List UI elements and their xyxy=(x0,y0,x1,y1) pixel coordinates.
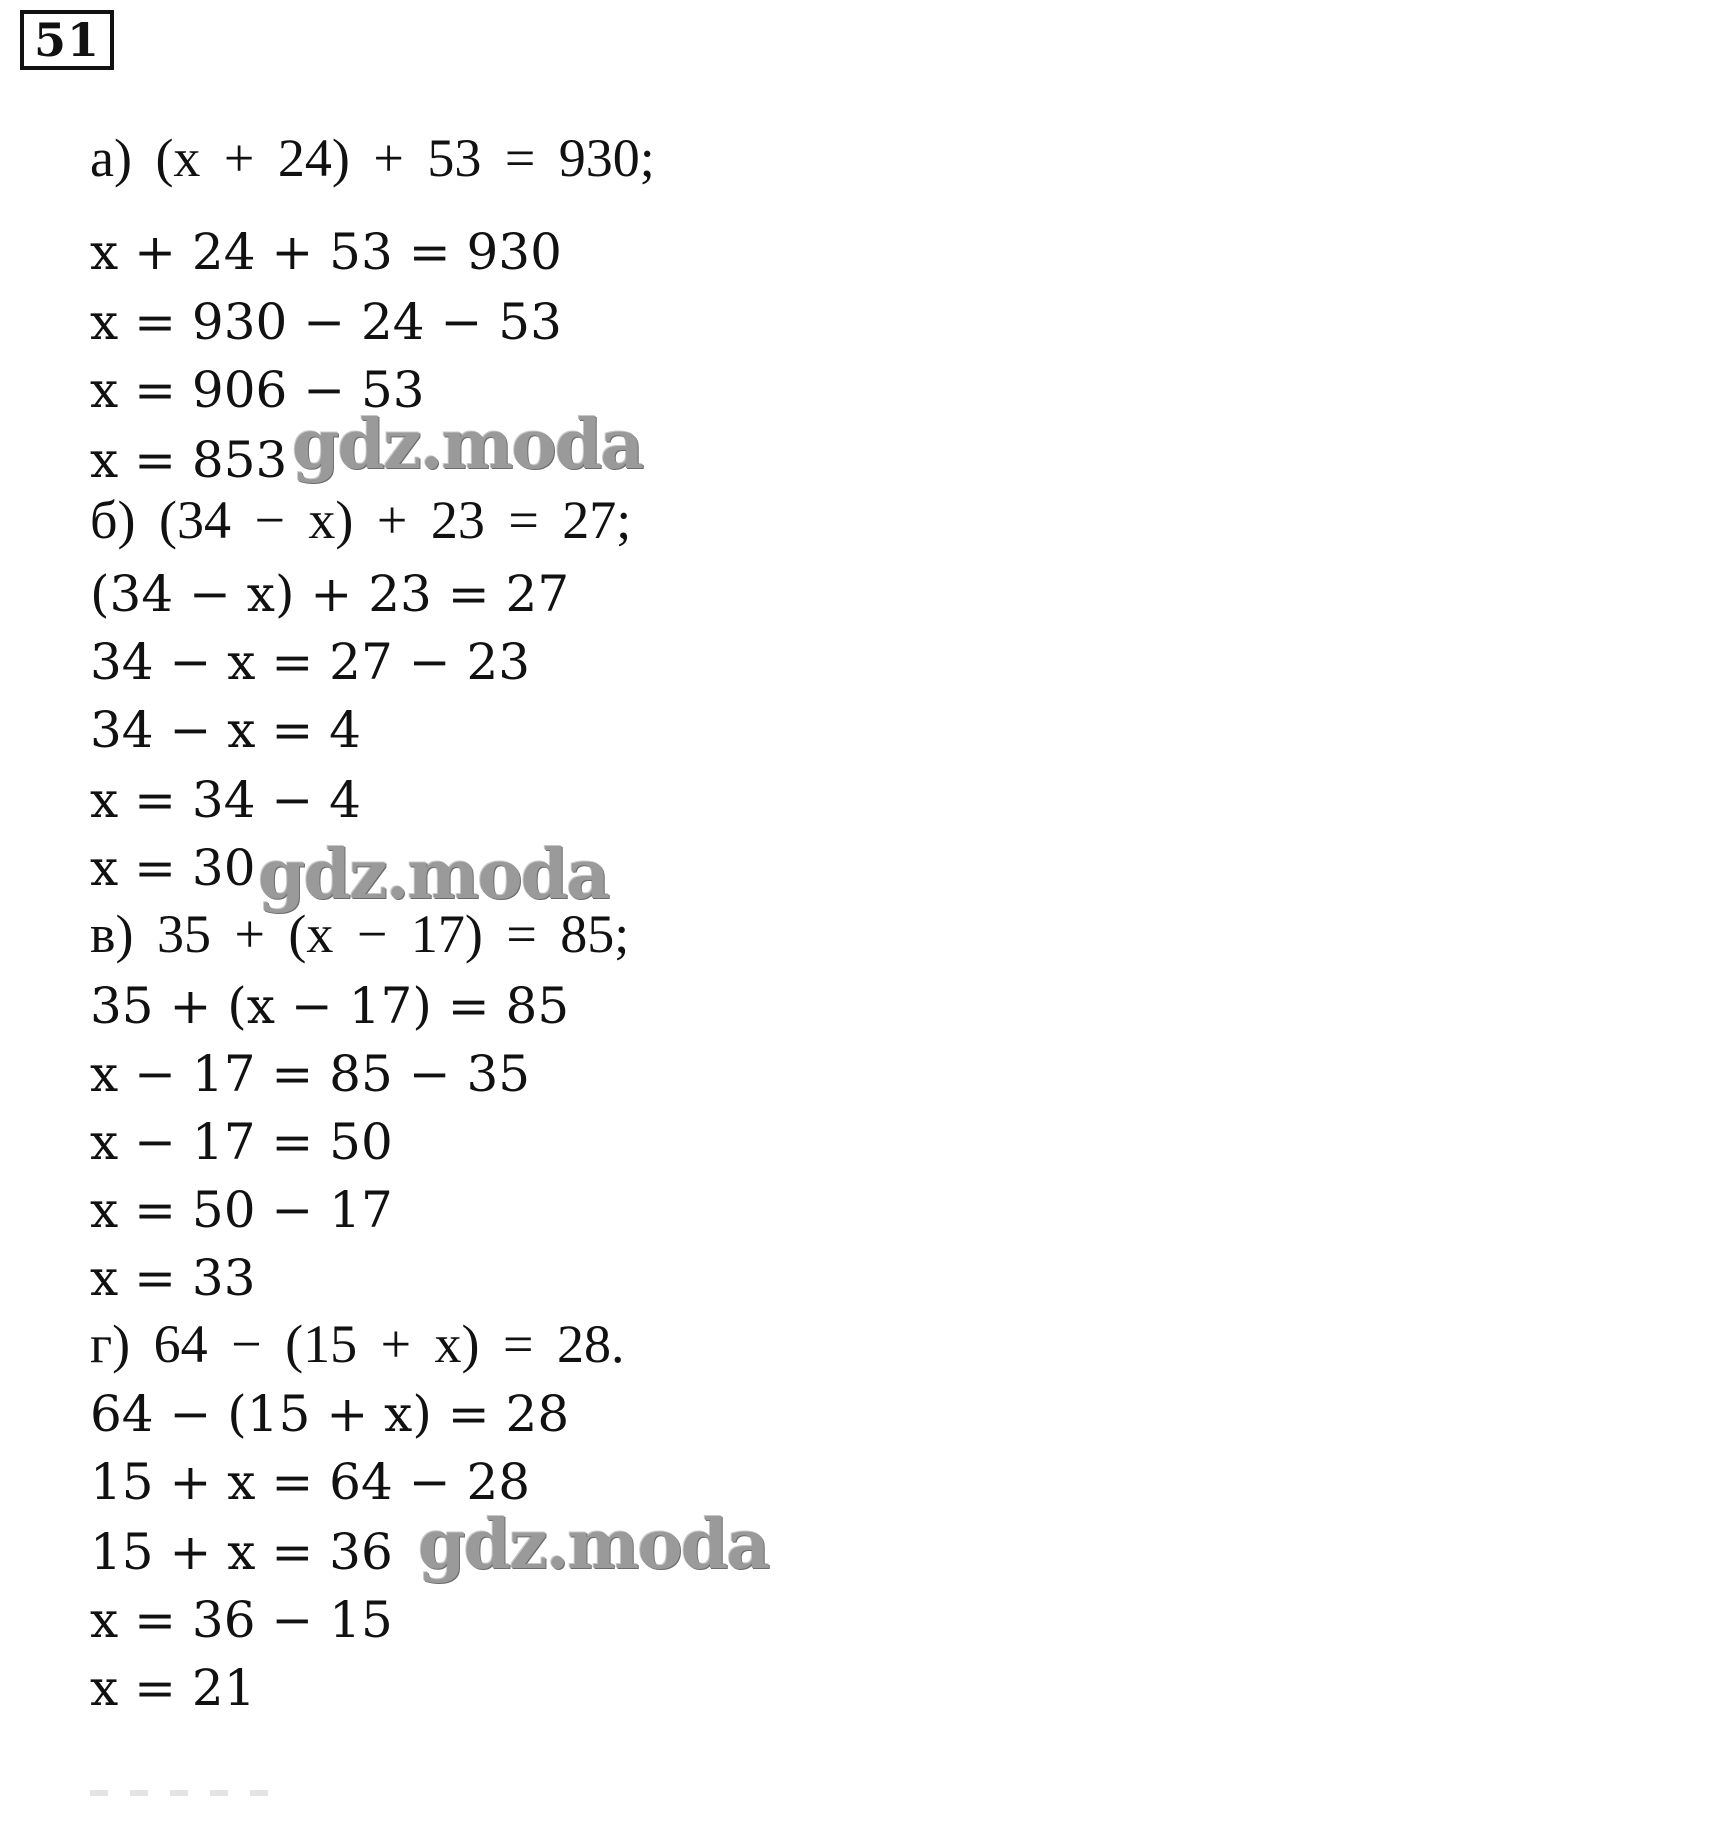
equation-v-step-3: x − 17 = 50 xyxy=(90,1113,393,1171)
faint-cropped-line xyxy=(90,1790,270,1796)
equation-g-step-3: 15 + x = 36 xyxy=(90,1523,393,1581)
equation-v-answer: x = 33 xyxy=(90,1249,256,1307)
task-number-box: 51 xyxy=(20,10,114,70)
equation-b-step-1: (34 − x) + 23 = 27 xyxy=(90,565,570,623)
equation-g-answer: x = 21 xyxy=(90,1659,256,1717)
equation-g-step-1: 64 − (15 + x) = 28 xyxy=(90,1385,570,1443)
equation-g-step-2: 15 + x = 64 − 28 xyxy=(90,1453,531,1511)
equation-a-step-2: x = 930 − 24 − 53 xyxy=(90,293,562,351)
watermark-2: gdz.moda xyxy=(258,835,609,915)
equation-v-step-4: x = 50 − 17 xyxy=(90,1181,393,1239)
equation-v-step-2: x − 17 = 85 − 35 xyxy=(90,1045,531,1103)
equation-a-answer: x = 853 xyxy=(90,431,288,489)
equation-a-header: а) (x + 24) + 53 = 930; xyxy=(90,128,655,188)
equation-v-step-1: 35 + (x − 17) = 85 xyxy=(90,977,570,1035)
equation-b-step-2: 34 − x = 27 − 23 xyxy=(90,633,531,691)
watermark-1: gdz.moda xyxy=(292,405,643,485)
equation-g-header: г) 64 − (15 + x) = 28. xyxy=(90,1314,625,1374)
equation-b-step-3: 34 − x = 4 xyxy=(90,701,361,759)
equation-b-answer: x = 30 xyxy=(90,839,256,897)
equation-b-header: б) (34 − x) + 23 = 27; xyxy=(90,490,632,550)
equation-v-header: в) 35 + (x − 17) = 85; xyxy=(90,904,630,964)
equation-a-step-1: x + 24 + 53 = 930 xyxy=(90,223,562,281)
equation-b-step-4: x = 34 − 4 xyxy=(90,771,361,829)
watermark-3: gdz.moda xyxy=(418,1505,769,1585)
equation-g-step-4: x = 36 − 15 xyxy=(90,1591,393,1649)
equation-a-step-3: x = 906 − 53 xyxy=(90,361,425,419)
